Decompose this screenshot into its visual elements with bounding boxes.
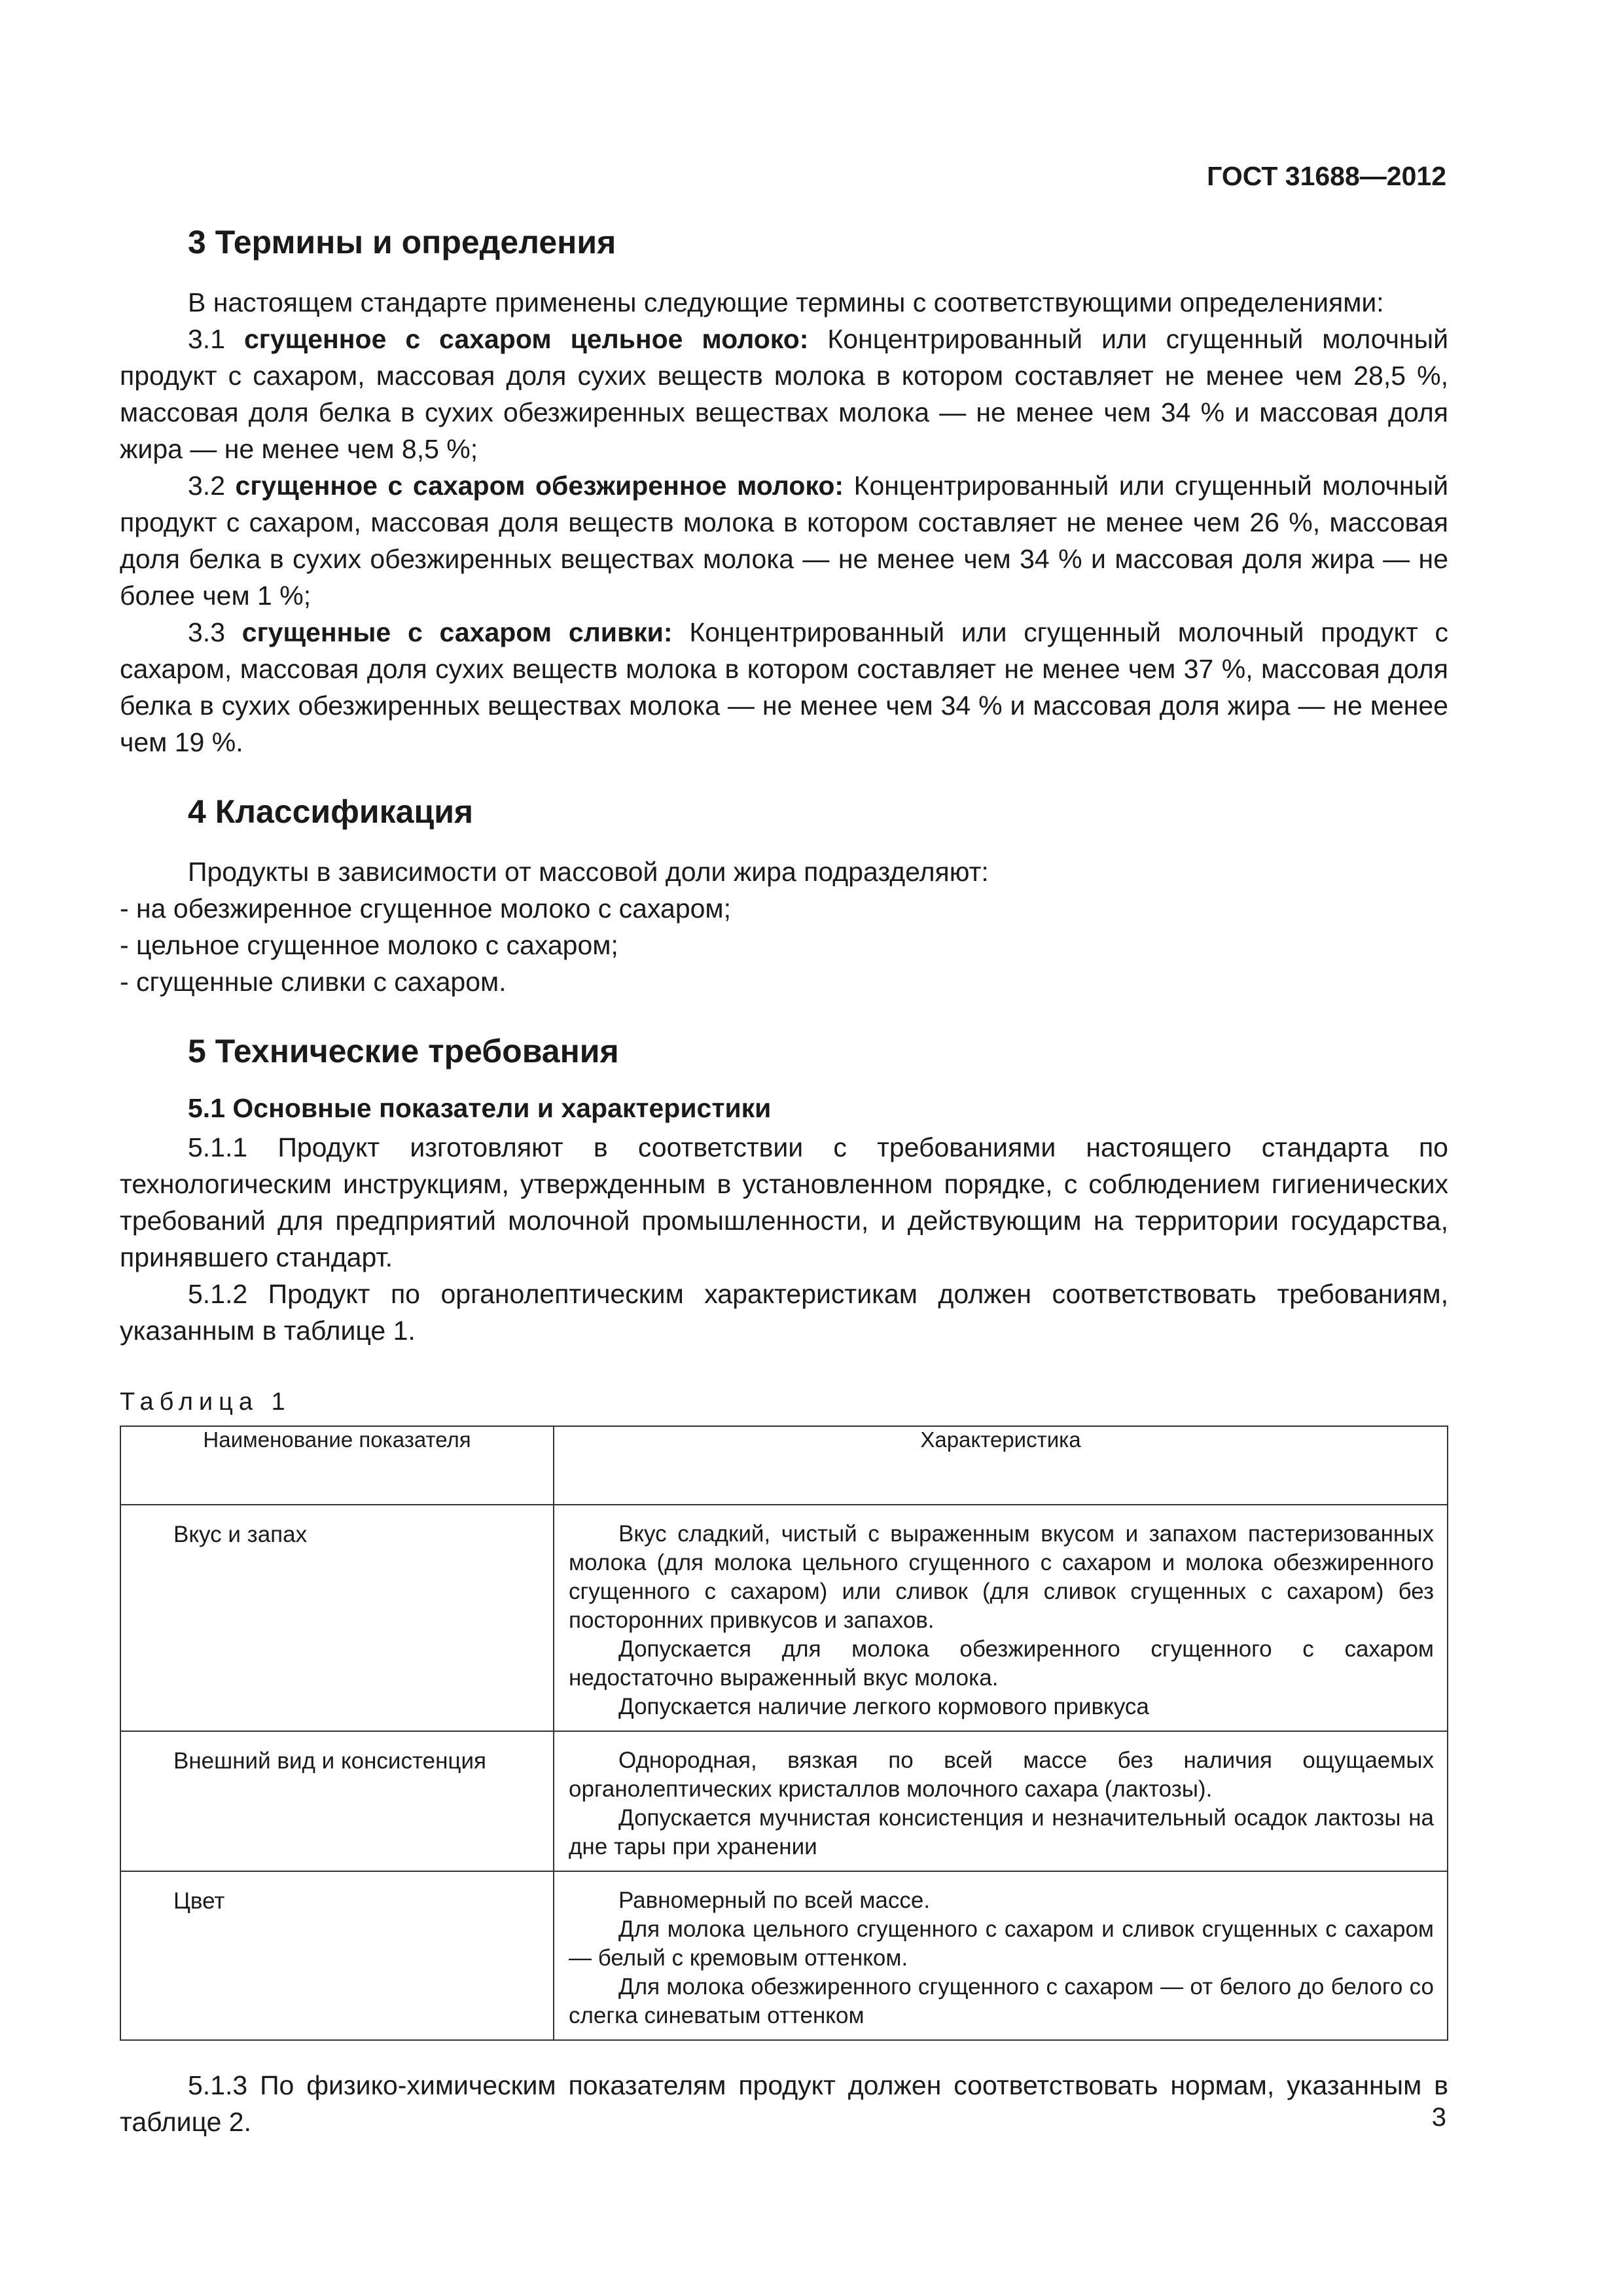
indicator-name: Внешний вид и консистенция: [120, 1731, 554, 1871]
table-caption: Таблица 1: [120, 1388, 291, 1416]
paragraph-5-1-1: 5.1.1 Продукт изготовляют в соответствии с требованиями настоящего стандарта по технологическим инструкциям, утвержденным в установленном порядке, с соблюдением гигиенических требований для предприятий молочной промышленности, и действующим на территории государства, принявшего стандарт.: [120, 1132, 1448, 1272]
column-header: Наименование показателя: [120, 1426, 554, 1505]
characteristic-line: Допускается для молока обезжиренного сгущенного с сахаром недостаточно выраженный вкус молока.: [569, 1636, 1434, 1691]
term-name: сгущенные с сахаром сливки:: [241, 617, 673, 647]
table-1: [120, 1426, 1448, 2041]
page-content: [120, 223, 1448, 2140]
table-row: [120, 1505, 1448, 1731]
paragraph-5-1-3: 5.1.3 По физико-химическим показателям продукт должен соответствовать нормам, указанным в таблице 2.: [120, 2070, 1448, 2137]
characteristic-line: Допускается мучнистая консистенция и незначительный осадок лактозы на дне тары при хранении: [569, 1805, 1434, 1859]
list-item: - на обезжиренное сгущенное молоко с сахаром;: [120, 893, 732, 924]
table-row: [120, 1871, 1448, 2040]
term-number: 3.1: [188, 324, 244, 354]
characteristic-line: Равномерный по всей массе.: [618, 1888, 931, 1913]
term-definition: Концентрированный или сгущенный молочный продукт с сахаром, массовая доля сухих веществ молока в котором составляет не менее чем 28,5 %, массовая доля белка в сухих обезжиренных веществах молока — не менее чем 34 % и массовая доля жира — не менее чем 8,5 %;: [120, 324, 1448, 464]
term-number: 3.3: [188, 617, 242, 647]
term-definition: Концентрированный или сгущенный молочный продукт с сахаром, массовая доля сухих веществ молока в котором составляет не менее чем 37 %, массовая доля белка в сухих обезжиренных веществах молока — не менее чем 34 % и массовая доля жира — не менее чем 19 %.: [120, 617, 1448, 757]
characteristic-line: Для молока цельного сгущенного с сахаром и сливок сгущенных с сахаром — белый с кремовым оттенком.: [569, 1916, 1434, 1971]
term-name: сгущенное с сахаром обезжиренное молоко:: [235, 471, 844, 501]
table-row: [120, 1731, 1448, 1871]
section-4-intro: Продукты в зависимости от массовой доли жира подразделяют:: [188, 857, 989, 887]
paragraph-5-1-2: 5.1.2 Продукт по органолептическим характеристикам должен соответствовать требованиям, указанным в таблице 1.: [120, 1279, 1448, 1346]
term-3-1: [120, 321, 1448, 467]
characteristic-line: Допускается наличие легкого кормового привкуса: [618, 1694, 1149, 1719]
characteristic-line: Для молока обезжиренного сгущенного с сахаром — от белого до белого со слегка синеватым оттенком: [569, 1974, 1434, 2028]
classification-list: [120, 890, 1448, 1000]
indicator-name: Цвет: [120, 1871, 554, 2040]
list-item: - цельное сгущенное молоко с сахаром;: [120, 930, 618, 960]
table-header-row: [120, 1426, 1448, 1505]
standard-code: ГОСТ 31688—2012: [1207, 161, 1446, 191]
characteristic-cell: [554, 1871, 1448, 2040]
term-3-2: [120, 467, 1448, 614]
subsection-5-1-title: 5.1 Основные показатели и характеристики: [188, 1093, 772, 1123]
column-header: Характеристика: [554, 1426, 1448, 1505]
section-5-title: 5 Технические требования: [188, 1033, 619, 1069]
list-item: - сгущенные сливки с сахаром.: [120, 967, 507, 997]
characteristic-cell: [554, 1731, 1448, 1871]
page-number: 3: [1431, 2103, 1446, 2132]
characteristic-line: Вкус сладкий, чистый с выраженным вкусом и запахом пастеризованных молока (для молока цельного сгущенного с сахаром и молока обезжиренного сгущенного с сахаром) или сливок (для сливок сгущенных с сахаром) без посторонних привкусов и запахов.: [569, 1521, 1434, 1633]
term-name: сгущенное с сахаром цельное молоко:: [243, 324, 809, 354]
section-3-intro: В настоящем стандарте применены следующие термины с соответствующими определениями:: [188, 287, 1384, 317]
term-3-3: [120, 614, 1448, 761]
characteristic-cell: [554, 1505, 1448, 1731]
section-4-title: 4 Классификация: [188, 793, 474, 830]
section-3-title: 3 Термины и определения: [188, 224, 616, 260]
indicator-name: Вкус и запах: [120, 1505, 554, 1731]
term-definition: Концентрированный или сгущенный молочный продукт с сахаром, массовая доля веществ молока в котором составляет не менее чем 26 %, массовая доля белка в сухих обезжиренных веществах молока — не менее чем 34 % и массовая доля жира — не более чем 1 %;: [120, 471, 1448, 611]
term-number: 3.2: [188, 471, 236, 501]
characteristic-line: Однородная, вязкая по всей массе без наличия ощущаемых органолептических кристаллов молочного сахара (лактозы).: [569, 1748, 1434, 1802]
